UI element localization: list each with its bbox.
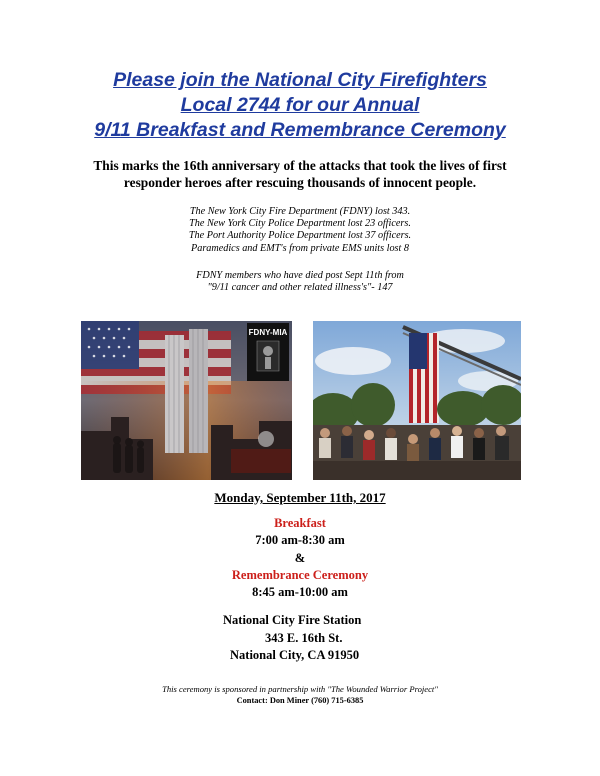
sponsor-note: This ceremony is sponsored in partnership with "The Wounded Warrior Project" bbox=[162, 684, 438, 694]
event-date: Monday, September 11th, 2017 bbox=[214, 490, 386, 505]
title-line-3: 9/11 Breakfast and Remembrance Ceremony bbox=[94, 119, 506, 141]
twin-towers-flag-icon bbox=[81, 321, 292, 480]
title-line-1: Please join the National City Firefighters bbox=[113, 69, 487, 91]
ceremony-crowd-image bbox=[313, 321, 521, 480]
intro-line-2: responder heroes after rescuing thousands of innocent people. bbox=[123, 175, 477, 190]
ceremony-label: Remembrance Ceremony bbox=[231, 567, 369, 582]
flag-ceremony-icon bbox=[313, 321, 521, 480]
twin-towers-collage-image bbox=[81, 321, 292, 480]
post-losses-line-1: FDNY members who have died post Sept 11th from bbox=[196, 270, 404, 281]
badge-text: FDNY-MIA bbox=[248, 328, 288, 337]
venue-name: National City Fire Station bbox=[223, 613, 362, 627]
breakfast-label: Breakfast bbox=[274, 516, 326, 530]
intro-line-1: This marks the 16th anniversary of the attacks that took the lives of first bbox=[93, 158, 507, 173]
event-schedule bbox=[0, 515, 600, 601]
title-line-2: Local 2744 for our Annual bbox=[180, 94, 420, 116]
contact-info: Contact: Don Miner (760) 715-6385 bbox=[236, 696, 364, 705]
venue-city: National City, CA 91950 bbox=[230, 648, 360, 662]
ceremony-time: 8:45 am-10:00 am bbox=[252, 585, 348, 600]
flyer-title bbox=[0, 68, 600, 143]
loss-ems: Paramedics and EMT's from private EMS units lost 8 bbox=[191, 242, 409, 254]
venue-street: 343 E. 16th St. bbox=[265, 630, 343, 645]
post-losses bbox=[60, 270, 540, 294]
post-losses-line-2: "9/11 cancer and other related illness's"- 147 bbox=[207, 282, 393, 294]
loss-fdny: The New York City Fire Department (FDNY) lost 343. bbox=[189, 206, 411, 217]
ampersand: & bbox=[294, 550, 306, 565]
breakfast-time: 7:00 am-8:30 am bbox=[255, 533, 345, 548]
loss-nypd: The New York City Police Department lost 23 officers. bbox=[189, 218, 411, 230]
losses-list bbox=[60, 206, 540, 255]
intro-text bbox=[60, 157, 540, 191]
loss-papd: The Port Authority Police Department lost 37 officers. bbox=[188, 230, 412, 242]
